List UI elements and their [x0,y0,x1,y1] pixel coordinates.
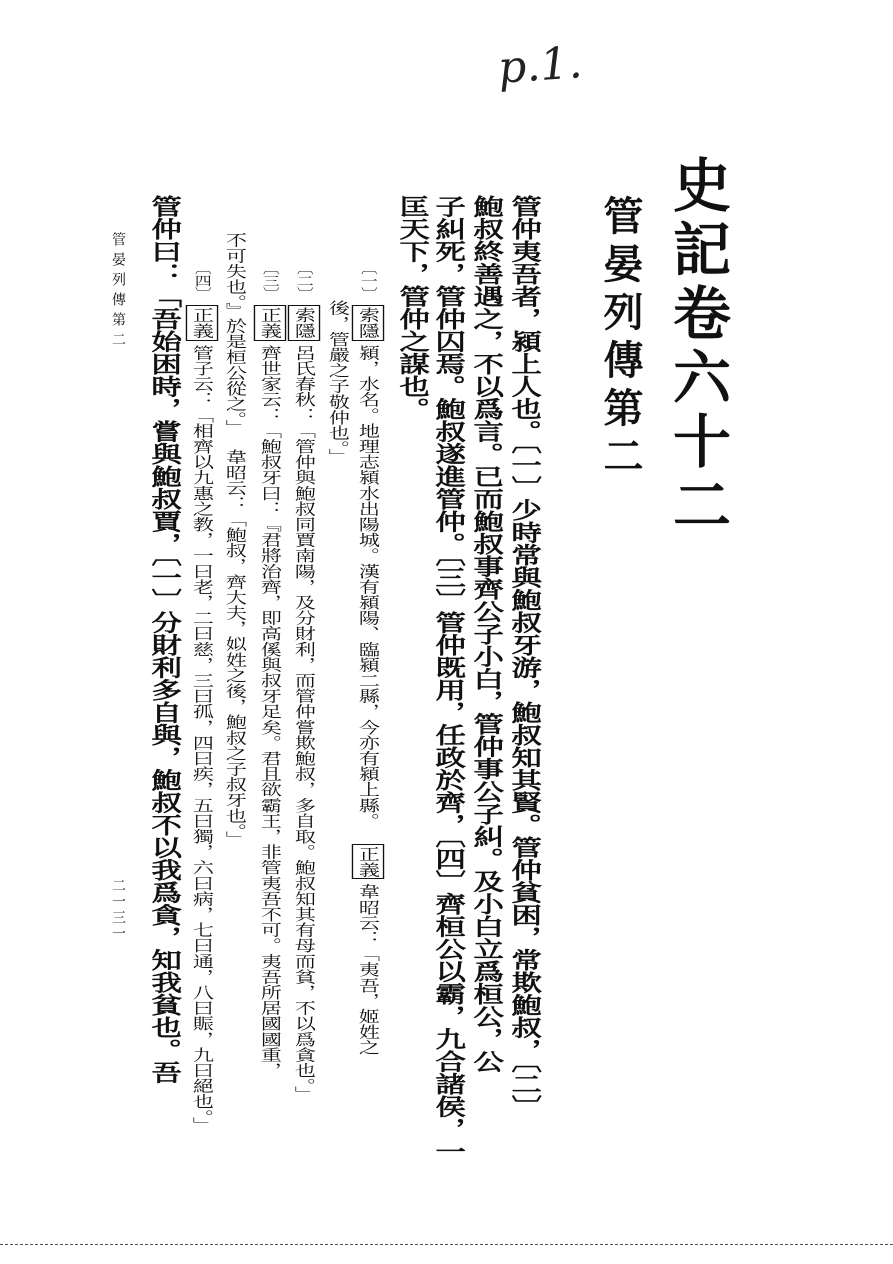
note-text: 潁，水名。地理志潁水出陽城。漢有潁陽、臨潁二縣，今亦有潁上縣。 [355,344,381,829]
note-text: 韋昭云：「鮑叔，齊大夫，姒姓之後，鮑叔之子叔牙也。」 [222,448,248,847]
main-text-column: 匡天下，管仲之謀也。 [394,195,430,420]
bottom-divider [0,1244,893,1245]
note-text: 管子云：「相齊以九惠之教，一曰老，二曰慈，三曰孤，四曰疾，五曰獨，六曰病，七曰通，八曰賑，九曰絕也。」 [189,344,215,1133]
note-text: 呂氏春秋：「管仲與鮑叔同賈南陽，及分財利，而管仲嘗欺鮑叔，多自取。鮑叔知其有母而貧，不以爲貪也。」 [291,344,317,1102]
source-tag: 正義 [254,305,286,340]
annotation-4 [186,262,218,1132]
note-marker: 〔二〕 [294,262,315,300]
main-text-column: 子糾死，管仲囚焉。鮑叔遂進管仲。〔三〕管仲既用，任政於齊，〔四〕齊桓公以霸，九合諸侯，一 [430,195,466,1163]
handwritten-page-note: p.1. [496,37,584,94]
note-marker: 〔一〕 [358,262,379,300]
main-text-column: 管仲夷吾者，潁上人也。〔一〕少時常與鮑叔牙游，鮑叔知其賢。管仲貧困，常欺鮑叔，〔二〕 [506,195,542,1118]
source-tag: 正義 [352,844,384,879]
source-tag: 正義 [186,305,218,340]
main-text-column: 鮑叔終善遇之，不以爲言。已而鮑叔事齊公子小白，管仲事公子糾。及小白立爲桓公，公 [468,195,504,1073]
note-text: 不可失也。』於是桓公從之。」 [222,232,248,435]
note-marker: 〔三〕 [260,262,281,300]
note-text: 韋昭云：「夷吾，姬姓之 [355,883,381,1056]
note-marker: 〔四〕 [192,262,213,300]
annotation-3-continuation [220,232,250,847]
annotation-1 [352,262,384,1055]
note-text: 齊世家云：「鮑叔牙曰：『君將治齊，即高傒與叔牙足矣。君且欲霸王，非管夷吾不可。夷吾所居國國重， [257,344,283,1078]
main-text-column: 管仲曰：「吾始困時，嘗與鮑叔賈，〔一〕分財利多自與，鮑叔不以我爲貪，知我貧也。吾 [146,195,182,1084]
annotation-3 [254,262,286,1078]
source-tag: 索隱 [352,305,384,340]
source-tag: 索隱 [288,305,320,340]
annotation-2 [288,262,320,1101]
running-title: 管晏列傳第二 [110,232,126,352]
volume-title: 史記卷六十二 [663,155,731,539]
page-number: 二一三一 [110,878,126,942]
annotation-1-continuation: 後，管嚴之子敬仲也。」 [325,300,351,464]
chapter-title: 管晏列傳第二 [597,195,644,483]
